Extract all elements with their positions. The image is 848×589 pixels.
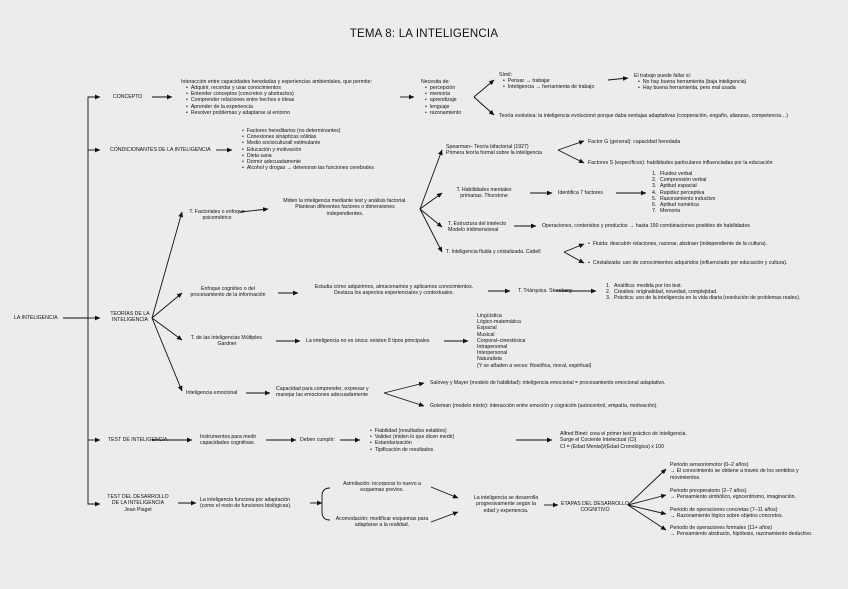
- list-item: 1. Analítica: medida por los test.: [606, 283, 683, 289]
- operaciones: Operaciones, contenidos y productos → hasta 150 combinaciones posibles de habilidades: [542, 223, 750, 229]
- fallo-list: [638, 79, 746, 91]
- factores-list: [652, 171, 715, 214]
- root-node: LA INTELIGENCIA: [14, 315, 58, 321]
- factoriales-node: T. Factoriales o enfoque psicométrico: [189, 209, 245, 222]
- list-item: Corporal–cinestésica: [477, 337, 526, 344]
- list-item: 4. Rapidez perceptiva: [652, 189, 705, 196]
- list-item: Lingüística: [477, 313, 502, 319]
- list-item: • Pensar → trabajar: [503, 78, 594, 84]
- piaget-desc: La inteligencia funciona por adaptación (como el resto de funciones biológicas).: [200, 497, 292, 510]
- test-node: TEST DE INTELIGENCIA: [108, 437, 168, 443]
- list-item: Interpersonal: [477, 350, 508, 357]
- fluida-item: • Fluida: descubrir relaciones, razonar, abstraer (independiente de la cultura).: [588, 241, 767, 247]
- triarquica-list: [606, 283, 800, 302]
- list-item: • Validez (miden lo que dicen medir): [370, 434, 454, 440]
- factores-s: Factores S (específicos): habilidades particulares influenciadas por la educación: [588, 160, 773, 166]
- cognitivo-desc: Estudia cómo adquirimos, almacenamos y aplicamos conocimientos. Destaca los aspectos experienciales y contextuales.: [314, 284, 474, 297]
- estructura-node: T. Estructura del intelecto Modelo tridimensional: [448, 221, 507, 234]
- list-item: • Factores hereditarios (no determinantes): [242, 128, 374, 134]
- list-item: • Hay buena herramienta, pero mal usada: [638, 85, 746, 91]
- list-item: 5. Razonamiento inductivo: [652, 195, 716, 202]
- list-item: Naturalista: [477, 356, 502, 363]
- piaget-node: TEST DEL DESARROLLO DE LA INTELIGENCIA Jean Piaget: [107, 494, 169, 513]
- factor-g: Factor G (general): capacidad heredada: [588, 139, 681, 145]
- list-item: • lenguaje: [425, 104, 461, 110]
- list-item: • Dieta sana: [242, 153, 374, 159]
- list-item: • memoria: [425, 91, 461, 97]
- cristalizada-item: • Cristalizada: uso de conocimientos adquiridos (influenciado por educación y cultura).: [588, 260, 787, 266]
- list-item: 7. Memoria: [652, 208, 681, 215]
- list-item: • Comprender relaciones entre hechos e ideas: [186, 97, 294, 103]
- cognitivo-node: Enfoque cognitivo o del procesamiento de la información: [190, 286, 266, 299]
- etapas-node: ETAPAS DEL DESARROLLO COGNITIVO: [561, 501, 629, 514]
- emocional-desc: Capacidad para comprender, expresar y manejar las emociones adecuadamente: [276, 386, 369, 399]
- list-item: • Medio socioculturall estimulante: [242, 140, 374, 146]
- list-item: • No hay buena herramienta (baja inteligencia): [638, 79, 746, 85]
- stage-concretas: Periodo de operaciones concretas (7–11 años) → Razonamiento lógico sobre objetos concretos.: [670, 507, 784, 520]
- progresivo: La inteligencia se desarrolla progresivamente según la edad y experiencia.: [473, 495, 539, 514]
- fallo-label: El trabajo puede fallar si:: [634, 73, 692, 79]
- necesita-label: Necesita de:: [421, 79, 450, 85]
- list-item: • Dormir adecuadamente: [242, 159, 374, 165]
- list-item: 2. Comprensión verbal: [652, 177, 707, 184]
- cattell-node: T. Inteligencia fluida y cristalizada. Cattell: [446, 249, 541, 255]
- simil-label: Símil:: [499, 72, 512, 78]
- spearman-node: Spearman– Teoría bifactorial (1927) Primera teoría formal sobre la inteligencia: [446, 144, 543, 157]
- concepto-list: [186, 85, 294, 116]
- page-title: TEMA 8: LA INTELIGENCIA: [349, 28, 499, 40]
- list-item: 1. Fluidez verbal: [652, 171, 693, 177]
- list-item: • Estandarización: [370, 440, 454, 446]
- list-item: • Entender conceptos (concretos y abstractos): [186, 91, 294, 97]
- list-item: • Adquirir, recordar y usar conocimientos: [186, 85, 294, 91]
- salovey-mayer: Salovey y Mayer (modelo de habilidad): inteligencia emocional = procesamiento emocional adaptativo.: [430, 380, 666, 386]
- list-item: 3. Práctica: uso de la inteligencia en la vida diaria (resolución de problemas reales).: [606, 295, 801, 302]
- list-item: (Y se añaden a veces: filosófica, moral, espiritual): [477, 362, 592, 369]
- concepto-node: CONCEPTO: [113, 94, 143, 100]
- multiples-node: T. de las inteligencias Múltiples. Gardner: [190, 335, 264, 348]
- list-item: • aprendizaje: [425, 97, 461, 103]
- list-item: Lógico-matemática: [477, 319, 521, 326]
- list-item: Musical: [477, 331, 495, 338]
- multiples-desc: La inteligencia no es única: existen 8 tipos principales: [306, 338, 430, 344]
- list-item: • razonamiento: [425, 110, 461, 116]
- factoriales-desc: Miden la inteligencia mediante test y análisis factorial. Plantean diferentes factores o dimensiones independientes.: [283, 198, 407, 217]
- necesita-list: [425, 85, 461, 116]
- sternberg-node: T. Triárquica. Sternberg: [518, 288, 572, 294]
- list-item: • Educación y motivación: [242, 147, 374, 153]
- stage-formales: Periodo de operaciones formales (11+ años) → Pensamiento abstracto, hipótesis, razonamiento deductivo.: [670, 525, 813, 538]
- list-item: 6. Aptitud numérica: [652, 202, 699, 209]
- asimilacion: Asimilación: incorporar lo nuevo a esquemas previos.: [343, 481, 421, 494]
- list-item: • Conexiones sinápticas sólidas: [242, 134, 374, 140]
- requisitos-list: [370, 428, 454, 453]
- list-item: • Aprender de la experiencia: [186, 104, 294, 110]
- teoria-evolutiva: Teoría evolutiva: la inteligencia evolucionó porque daba ventajas adaptativas (cooperación, engaño, alianzas, competencia…): [499, 113, 788, 119]
- teorias-node: TEORÍAS DE LA INTELIGENCIA: [110, 311, 150, 324]
- list-item: 3. Aptitud espacial: [652, 183, 697, 190]
- list-item: • Resolver problemas y adaptarse al entorno: [186, 110, 294, 116]
- binet: Alfred Binet: crea el primer test práctico de inteligencia. Surge el Cociente Intelectual (CI) CI = (Edad Mental)/(Edad Cronológica) x 100: [560, 431, 687, 450]
- goleman: Goleman (modelo mixto): interacción entre emoción y cognición (autocontrol, empatía, motivación).: [430, 403, 658, 409]
- emocional-node: Inteligencia emocional: [186, 390, 238, 396]
- test-desc: Instrumentos para medir capacidades cognitivas.: [200, 434, 257, 447]
- condicionantes-list: [242, 128, 374, 171]
- list-item: • Alcohol y drogas → deterioran las funciones cerebrales: [242, 165, 374, 171]
- acomodacion: Acomodación: modificar esquemas para adaptarse a la realidad.: [335, 516, 429, 529]
- concepto-desc: Interacción entre capacidades heredadas y experiencias ambientales, que permite:: [181, 79, 372, 85]
- list-item: • Inteligencia → herramienta de trabajo: [503, 84, 594, 90]
- thurstone-node: T. Habilidades mentales primarias. Thurstone: [456, 187, 512, 200]
- siete-factores: Identifica 7 factores: [558, 190, 603, 196]
- list-item: • percepción: [425, 85, 461, 91]
- list-item: • Tipificación de resultados: [370, 447, 454, 453]
- stage-preoperatorio: Periodo preoperatorio (2–7 años) → Pensamiento simbólico, egocentrismo, imaginación.: [670, 488, 796, 501]
- list-item: • Fiabilidad (resultados estables): [370, 428, 454, 434]
- stage-sensoriomotor: Periodo sensoriomotor (0–2 años) → El conocimiento se obtiene a través de los sentidos y movimientos.: [670, 462, 799, 481]
- list-item: Intrapersonal: [477, 344, 508, 351]
- condicionantes-node: CONDICIONANTES DE LA INTELIGENCIA: [110, 147, 211, 153]
- multiples-list: [477, 313, 591, 369]
- deben-cumplir: Deben cumplir:: [300, 437, 335, 443]
- simil-list: [503, 78, 594, 90]
- list-item: 2. Creativa: originalidad, novedad, complejidad.: [606, 289, 718, 296]
- list-item: Espacial: [477, 325, 497, 332]
